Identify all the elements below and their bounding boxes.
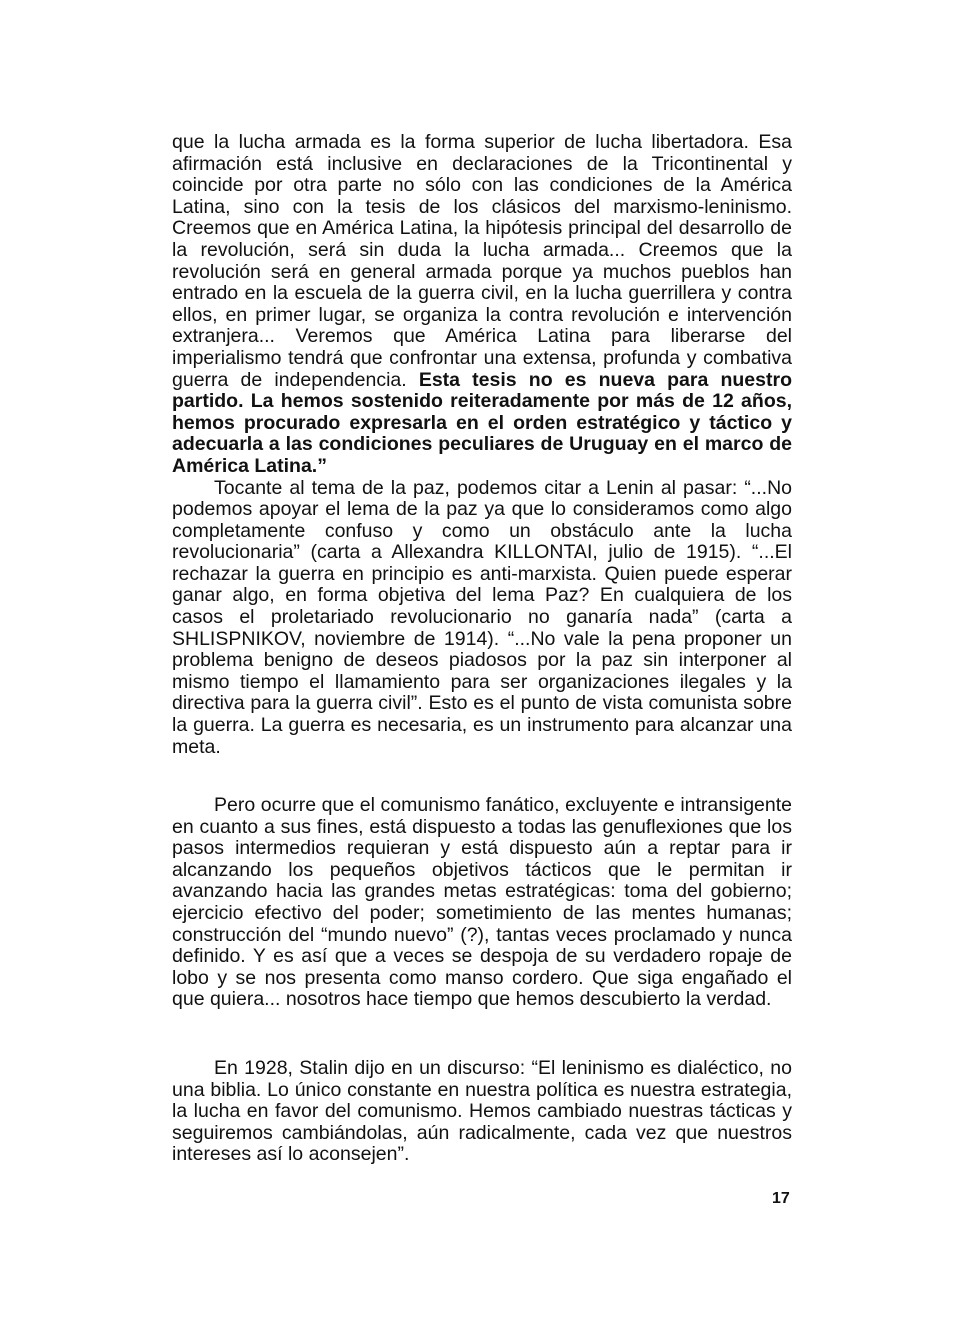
text-block-3	[172, 1058, 792, 1166]
paragraph-quote-regular-text: que la lucha armada es la forma superior de lucha libertadora. Esa afirmación está inclusive en declaraciones de la Tricontinental y coincide por otra parte no sólo con las condiciones de la América Latina, sino con la tesis de los clásicos del marxismo-leninismo. Creemos que en América Latina, la hipótesis principal del desarrollo de la revolución, será sin duda la lucha armada... Creemos que la revolución será en general armada porque ya muchos pueblos han entrado en la escuela de la guerra civil, en la lucha guerrillera y contra ellos, en primer lugar, se organiza la contra revolución e intervención extranjera... Veremos que América Latina para liberarse del imperialismo tendrá que confrontar una extensa, profunda y combativa guerra de independencia.	[172, 131, 792, 391]
text-block-2	[172, 795, 792, 1011]
paragraph-lenin-peace: Tocante al tema de la paz, podemos citar a Lenin al pasar: “...No podemos apoyar el lema de la paz ya que lo consideramos como algo completamente confuso y como un obstáculo ante la lucha revolucionaria” (carta a Allexandra KILLONTAI, julio de 1915). “...El rechazar la guerra en principio es anti-marxista. Quien puede esperar ganar algo, en forma objetiva del lema Paz? En cualquiera de los casos el proletariado revolucionario no ganaría nada” (carta a SHLISPNIKOV, noviembre de 1914). “...No vale la pena proponer un problema benigno de deseos piadosos por la paz sin interponer al mismo tiempo el llamamiento para ser organizaciones ilegales y la directiva para la guerra civil”. Esto es el punto de vista comunista sobre la guerra. La guerra es necesaria, es un instrumento para alcanzar una meta.	[172, 476, 792, 758]
text-block-1	[172, 132, 792, 758]
page-number: 17	[772, 1190, 790, 1207]
paragraph-quote-bold-text: Esta tesis no es nueva para nuestro partido. La hemos sostenido reiteradamente por más de 12 años, hemos procurado expresarla en el orden estratégico y táctico y adecuarla a las condiciones peculiares de Uruguay en el marco de América Latina.”	[172, 368, 792, 477]
paragraph-stalin-1928: En 1928, Stalin dijo en un discurso: “El leninismo es dialéctico, no una biblia. Lo único constante en nuestra política es nuestra estrategia, la lucha en favor del comunismo. Hemos cambiado nuestras tácticas y seguiremos cambiándolas, aún radicalmente, cada vez que nuestros intereses así lo aconsejen”.	[172, 1057, 792, 1166]
paragraph-fanatic-communism: Pero ocurre que el comunismo fanático, excluyente e intransigente en cuanto a sus fines, está dispuesto a todas las genuflexiones que los pasos intermedios requieran y está dispuesto aún a reptar para ir alcanzando los pequeños objetivos tácticos que le permitan ir avanzando hacia las grandes metas estratégicas: toma del gobierno; ejercicio efectivo del poder; sometimiento de las mentes humanas; construcción del “mundo nuevo” (?), tantas veces proclamado y nunca definido. Y es así que a veces se despoja de su verdadero ropaje de lobo y se nos presenta como manso cordero. Que siga engañado el que quiera... nosotros hace tiempo que hemos descubierto la verdad.	[172, 794, 792, 1011]
paragraph-quote-continuation	[172, 132, 792, 478]
